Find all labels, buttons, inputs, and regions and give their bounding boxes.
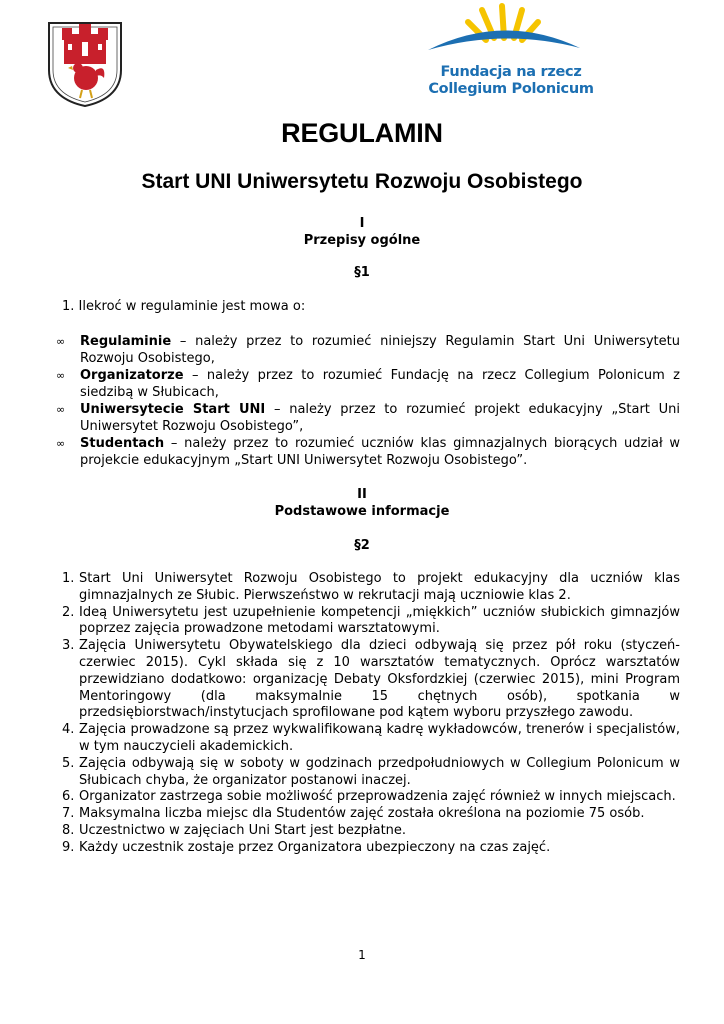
list-item bbox=[62, 571, 680, 605]
term: Regulaminie bbox=[80, 334, 172, 349]
list-item bbox=[62, 722, 680, 756]
item-number: 9. bbox=[62, 839, 75, 855]
section-roman: II bbox=[357, 487, 367, 502]
item-number: 7. bbox=[62, 806, 75, 822]
item-text: Zajęcia Uniwersytetu Obywatelskiego dla dzieci odbywają się przez pół roku (styczeń-czerwiec 2015). Cykl składa się z 10 warsztatów tematycznych. Oprócz warsztatów przewidziano dodatkowo: organizację Debaty Oksfordzkiej (czerwiec 2015), mini Program Mentoringowy (dla maksymalnie 15 chętnych osób), spotkania w przedsiębiorstwach/instytucjach sprofilowane pod kątem wyboru przyszłego zawodu. bbox=[79, 638, 680, 721]
infinity-icon: ∞ bbox=[56, 335, 66, 348]
list-item bbox=[56, 367, 680, 401]
infinity-icon: ∞ bbox=[56, 437, 66, 450]
foundation-logo-text bbox=[426, 64, 596, 98]
term: Organizatorze bbox=[80, 368, 184, 383]
item-number: 1. bbox=[62, 571, 75, 586]
list-item bbox=[62, 840, 680, 857]
item-number: 2. bbox=[62, 604, 75, 620]
item-text: Zajęcia odbywają się w soboty w godzinach przedpołudniowych w Collegium Polonicum w Słubicach chyba, że organizator postanowi inaczej. bbox=[79, 755, 680, 788]
definition: – należy przez to rozumieć niniejszy Regulamin Start Uni Uniwersytetu Rozwoju Osobistego, bbox=[80, 334, 680, 366]
item-text: Start Uni Uniwersytet Rozwoju Osobistego to projekt edukacyjny dla uczniów klas gimnazjalnych ze Słubic. Pierwszeństwo w rekrutacji mają uczniowie klas 2. bbox=[79, 571, 680, 603]
sun-logo-icon bbox=[424, 0, 584, 64]
item-number: 6. bbox=[62, 789, 75, 805]
definition: – należy przez to rozumieć uczniów klas gimnazjalnych biorących udział w projekcie edukacyjnym „Start UNI Uniwersytet Rozwoju Osobistego”. bbox=[80, 436, 680, 468]
paragraph-number: §2 bbox=[354, 538, 370, 553]
item-number: 4. bbox=[62, 722, 75, 738]
list-item bbox=[62, 806, 680, 823]
intro-text: 1. Ilekroć w regulaminie jest mowa o: bbox=[62, 299, 306, 314]
coat-of-arms-icon bbox=[46, 20, 124, 108]
list-item bbox=[62, 789, 680, 806]
item-text: Maksymalna liczba miejsc dla Studentów zajęć została określona na poziomie 75 osób. bbox=[79, 806, 645, 822]
logo-line: Fundacja na rzecz bbox=[440, 64, 582, 80]
list-item bbox=[62, 638, 680, 722]
item-number: 5. bbox=[62, 755, 75, 771]
list-item bbox=[56, 401, 680, 435]
term: Uniwersytecie Start UNI bbox=[80, 402, 266, 417]
paragraph-number: §1 bbox=[354, 265, 370, 280]
term: Studentach bbox=[80, 436, 165, 451]
logo-line: Collegium Polonicum bbox=[428, 81, 594, 97]
section-heading: Podstawowe informacje bbox=[274, 504, 450, 519]
document-subtitle: Start UNI Uniwersytetu Rozwoju Osobistego bbox=[141, 170, 583, 193]
section-heading: Przepisy ogólne bbox=[303, 233, 421, 248]
item-text: Każdy uczestnik zostaje przez Organizatora ubezpieczony na czas zajęć. bbox=[79, 839, 551, 855]
list-item bbox=[56, 333, 680, 367]
infinity-icon: ∞ bbox=[56, 403, 66, 416]
list-item bbox=[56, 435, 680, 469]
definition: – należy przez to rozumieć projekt edukacyjny „Start Uni Uniwersytet Rozwoju Osobistego”, bbox=[80, 402, 681, 434]
item-text: Zajęcia prowadzone są przez wykwalifikowaną kadrę wykładowców, trenerów i specjalistów, w tym nauczycieli akademickich. bbox=[79, 722, 680, 754]
list-item bbox=[62, 823, 680, 840]
document-title: REGULAMIN bbox=[281, 118, 443, 148]
list-item bbox=[62, 756, 680, 790]
definitions-list bbox=[56, 333, 680, 469]
item-text: Uczestnictwo w zajęciach Uni Start jest bezpłatne. bbox=[79, 822, 407, 838]
item-number: 3. bbox=[62, 638, 75, 654]
definition: – należy przez to rozumieć Fundację na rzecz Collegium Polonicum z siedzibą w Słubicach, bbox=[80, 368, 680, 400]
list-item bbox=[62, 605, 680, 639]
section-roman: I bbox=[359, 216, 365, 231]
item-text: Ideą Uniwersytetu jest uzupełnienie kompetencji „miękkich” uczniów słubickich gimnazjów poprzez zajęcia prowadzone metodami warsztatowymi. bbox=[79, 604, 680, 637]
item-text: Organizator zastrzega sobie możliwość przeprowadzenia zajęć również w innych miejscach. bbox=[79, 789, 676, 805]
infinity-icon: ∞ bbox=[56, 369, 66, 382]
numbered-list bbox=[62, 571, 680, 857]
item-number: 8. bbox=[62, 822, 75, 838]
page-number: 1 bbox=[358, 948, 366, 962]
